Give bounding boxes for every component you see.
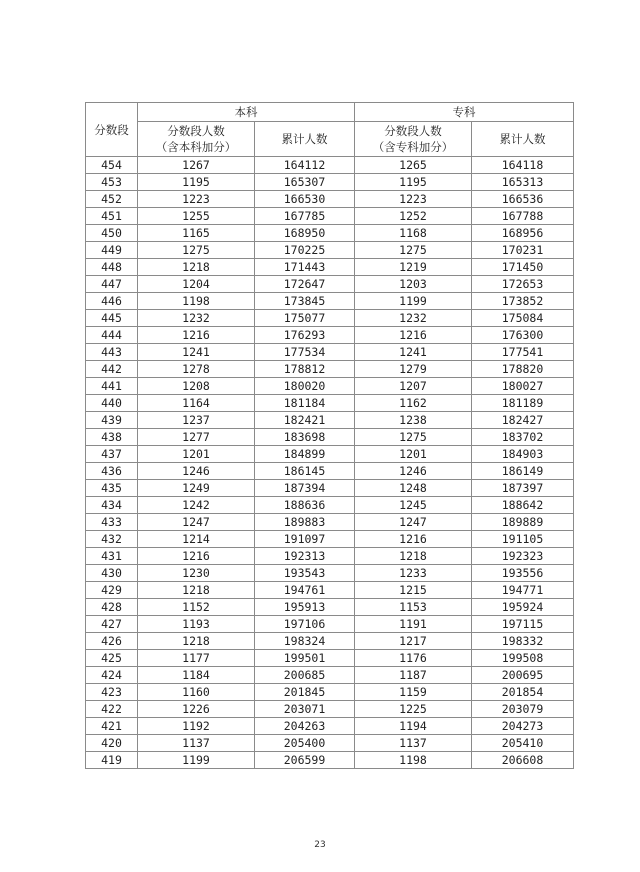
zhuanke-count-cell: 1162: [355, 395, 472, 412]
benke-cumulative-cell: 170225: [255, 242, 355, 259]
score-cell: 452: [86, 191, 138, 208]
benke-count-cell: 1246: [138, 463, 255, 480]
benke-cumulative-cell: 193543: [255, 565, 355, 582]
zhuanke-cumulative-cell: 181189: [472, 395, 574, 412]
table-row: [86, 293, 574, 310]
benke-cumulative-cell: 166530: [255, 191, 355, 208]
zhuanke-count-cell: 1245: [355, 497, 472, 514]
score-cell: 451: [86, 208, 138, 225]
score-cell: 434: [86, 497, 138, 514]
table-row: [86, 480, 574, 497]
table-row: [86, 582, 574, 599]
table-row: [86, 531, 574, 548]
benke-count-cell: 1160: [138, 684, 255, 701]
zhuanke-count-cell: 1246: [355, 463, 472, 480]
score-cell: 427: [86, 616, 138, 633]
zhuanke-cumulative-cell: 177541: [472, 344, 574, 361]
zhuanke-count-cell: 1223: [355, 191, 472, 208]
score-cell: 429: [86, 582, 138, 599]
zhuanke-count-cell: 1168: [355, 225, 472, 242]
zhuanke-cumulative-cell: 204273: [472, 718, 574, 735]
table-row: [86, 225, 574, 242]
score-cell: 445: [86, 310, 138, 327]
score-cell: 446: [86, 293, 138, 310]
score-cell: 453: [86, 174, 138, 191]
header-zhuanke-count-line2: （含专科加分）: [372, 140, 454, 154]
benke-count-cell: 1164: [138, 395, 255, 412]
score-cell: 435: [86, 480, 138, 497]
table-row: [86, 701, 574, 718]
table-row: [86, 344, 574, 361]
benke-count-cell: 1152: [138, 599, 255, 616]
table-row: [86, 514, 574, 531]
header-zhuanke-count-line1: 分数段人数: [384, 124, 442, 138]
benke-cumulative-cell: 165307: [255, 174, 355, 191]
table-row: [86, 633, 574, 650]
zhuanke-count-cell: 1218: [355, 548, 472, 565]
benke-cumulative-cell: 201845: [255, 684, 355, 701]
zhuanke-cumulative-cell: 182427: [472, 412, 574, 429]
zhuanke-cumulative-cell: 203079: [472, 701, 574, 718]
table-row: [86, 361, 574, 378]
benke-count-cell: 1278: [138, 361, 255, 378]
zhuanke-cumulative-cell: 180027: [472, 378, 574, 395]
zhuanke-cumulative-cell: 184903: [472, 446, 574, 463]
benke-count-cell: 1199: [138, 752, 255, 769]
benke-cumulative-cell: 188636: [255, 497, 355, 514]
benke-cumulative-cell: 176293: [255, 327, 355, 344]
zhuanke-cumulative-cell: 188642: [472, 497, 574, 514]
benke-count-cell: 1137: [138, 735, 255, 752]
table-row: [86, 684, 574, 701]
table-row: [86, 395, 574, 412]
benke-cumulative-cell: 168950: [255, 225, 355, 242]
benke-cumulative-cell: 204263: [255, 718, 355, 735]
benke-cumulative-cell: 199501: [255, 650, 355, 667]
benke-count-cell: 1184: [138, 667, 255, 684]
zhuanke-count-cell: 1191: [355, 616, 472, 633]
zhuanke-count-cell: 1194: [355, 718, 472, 735]
table-row: [86, 752, 574, 769]
score-cell: 425: [86, 650, 138, 667]
benke-count-cell: 1267: [138, 157, 255, 174]
score-cell: 450: [86, 225, 138, 242]
zhuanke-cumulative-cell: 167788: [472, 208, 574, 225]
zhuanke-cumulative-cell: 172653: [472, 276, 574, 293]
zhuanke-count-cell: 1207: [355, 378, 472, 395]
benke-cumulative-cell: 173845: [255, 293, 355, 310]
benke-count-cell: 1165: [138, 225, 255, 242]
zhuanke-cumulative-cell: 206608: [472, 752, 574, 769]
zhuanke-count-cell: 1219: [355, 259, 472, 276]
zhuanke-count-cell: 1247: [355, 514, 472, 531]
zhuanke-cumulative-cell: 197115: [472, 616, 574, 633]
benke-cumulative-cell: 182421: [255, 412, 355, 429]
benke-cumulative-cell: 184899: [255, 446, 355, 463]
benke-cumulative-cell: 177534: [255, 344, 355, 361]
benke-count-cell: 1214: [138, 531, 255, 548]
zhuanke-count-cell: 1275: [355, 242, 472, 259]
benke-cumulative-cell: 181184: [255, 395, 355, 412]
table-row: [86, 242, 574, 259]
benke-count-cell: 1198: [138, 293, 255, 310]
benke-count-cell: 1241: [138, 344, 255, 361]
score-cell: 438: [86, 429, 138, 446]
zhuanke-count-cell: 1187: [355, 667, 472, 684]
zhuanke-count-cell: 1252: [355, 208, 472, 225]
score-cell: 439: [86, 412, 138, 429]
score-cell: 424: [86, 667, 138, 684]
zhuanke-count-cell: 1195: [355, 174, 472, 191]
table-row: [86, 276, 574, 293]
zhuanke-count-cell: 1225: [355, 701, 472, 718]
table-row: [86, 463, 574, 480]
benke-count-cell: 1216: [138, 548, 255, 565]
table-row: [86, 174, 574, 191]
benke-count-cell: 1218: [138, 633, 255, 650]
benke-count-cell: 1275: [138, 242, 255, 259]
header-benke-count-line2: （含本科加分）: [155, 140, 237, 154]
table-row: [86, 667, 574, 684]
benke-cumulative-cell: 191097: [255, 531, 355, 548]
benke-cumulative-cell: 178812: [255, 361, 355, 378]
benke-cumulative-cell: 205400: [255, 735, 355, 752]
table-row: [86, 310, 574, 327]
header-zhuanke-count: [355, 122, 472, 157]
score-cell: 440: [86, 395, 138, 412]
table-row: [86, 208, 574, 225]
table-row: [86, 735, 574, 752]
benke-cumulative-cell: 206599: [255, 752, 355, 769]
benke-count-cell: 1223: [138, 191, 255, 208]
zhuanke-count-cell: 1153: [355, 599, 472, 616]
zhuanke-count-cell: 1233: [355, 565, 472, 582]
score-cell: 448: [86, 259, 138, 276]
score-cell: 422: [86, 701, 138, 718]
benke-count-cell: 1255: [138, 208, 255, 225]
zhuanke-count-cell: 1241: [355, 344, 472, 361]
zhuanke-count-cell: 1159: [355, 684, 472, 701]
zhuanke-cumulative-cell: 195924: [472, 599, 574, 616]
score-cell: 423: [86, 684, 138, 701]
score-cell: 426: [86, 633, 138, 650]
zhuanke-count-cell: 1279: [355, 361, 472, 378]
benke-cumulative-cell: 194761: [255, 582, 355, 599]
zhuanke-count-cell: 1199: [355, 293, 472, 310]
benke-count-cell: 1177: [138, 650, 255, 667]
zhuanke-cumulative-cell: 189889: [472, 514, 574, 531]
benke-cumulative-cell: 197106: [255, 616, 355, 633]
zhuanke-count-cell: 1216: [355, 531, 472, 548]
benke-count-cell: 1247: [138, 514, 255, 531]
score-cell: 436: [86, 463, 138, 480]
table-row: [86, 327, 574, 344]
header-group-benke: 本科: [138, 103, 355, 122]
zhuanke-count-cell: 1275: [355, 429, 472, 446]
benke-cumulative-cell: 192313: [255, 548, 355, 565]
benke-count-cell: 1230: [138, 565, 255, 582]
zhuanke-cumulative-cell: 183702: [472, 429, 574, 446]
zhuanke-cumulative-cell: 168956: [472, 225, 574, 242]
table-row: [86, 718, 574, 735]
header-benke-cumulative: 累计人数: [255, 122, 355, 157]
score-cell: 441: [86, 378, 138, 395]
zhuanke-count-cell: 1201: [355, 446, 472, 463]
score-cell: 433: [86, 514, 138, 531]
header-group-zhuanke: 专科: [355, 103, 574, 122]
zhuanke-count-cell: 1232: [355, 310, 472, 327]
benke-count-cell: 1237: [138, 412, 255, 429]
zhuanke-cumulative-cell: 186149: [472, 463, 574, 480]
score-cell: 419: [86, 752, 138, 769]
benke-count-cell: 1249: [138, 480, 255, 497]
score-cell: 431: [86, 548, 138, 565]
table-row: [86, 599, 574, 616]
benke-count-cell: 1204: [138, 276, 255, 293]
header-benke-count-line1: 分数段人数: [167, 124, 225, 138]
score-cell: 420: [86, 735, 138, 752]
zhuanke-cumulative-cell: 170231: [472, 242, 574, 259]
benke-count-cell: 1192: [138, 718, 255, 735]
benke-count-cell: 1218: [138, 582, 255, 599]
zhuanke-cumulative-cell: 164118: [472, 157, 574, 174]
table-row: [86, 497, 574, 514]
zhuanke-cumulative-cell: 198332: [472, 633, 574, 650]
benke-cumulative-cell: 172647: [255, 276, 355, 293]
benke-cumulative-cell: 198324: [255, 633, 355, 650]
zhuanke-cumulative-cell: 193556: [472, 565, 574, 582]
header-benke-count: [138, 122, 255, 157]
header-score-band: 分数段: [86, 103, 138, 157]
zhuanke-cumulative-cell: 173852: [472, 293, 574, 310]
table-row: [86, 378, 574, 395]
benke-count-cell: 1208: [138, 378, 255, 395]
table-row: [86, 191, 574, 208]
zhuanke-cumulative-cell: 175084: [472, 310, 574, 327]
zhuanke-count-cell: 1265: [355, 157, 472, 174]
score-cell: 447: [86, 276, 138, 293]
benke-cumulative-cell: 200685: [255, 667, 355, 684]
benke-cumulative-cell: 164112: [255, 157, 355, 174]
table-row: [86, 429, 574, 446]
score-cell: 421: [86, 718, 138, 735]
benke-count-cell: 1216: [138, 327, 255, 344]
table-row: [86, 616, 574, 633]
header-row-columns: [86, 122, 574, 157]
zhuanke-cumulative-cell: 192323: [472, 548, 574, 565]
table-row: [86, 565, 574, 582]
zhuanke-cumulative-cell: 166536: [472, 191, 574, 208]
score-cell: 430: [86, 565, 138, 582]
benke-cumulative-cell: 180020: [255, 378, 355, 395]
score-cell: 442: [86, 361, 138, 378]
zhuanke-count-cell: 1137: [355, 735, 472, 752]
score-cell: 449: [86, 242, 138, 259]
benke-count-cell: 1218: [138, 259, 255, 276]
score-distribution-table: [85, 102, 574, 769]
benke-count-cell: 1242: [138, 497, 255, 514]
benke-cumulative-cell: 189883: [255, 514, 355, 531]
benke-cumulative-cell: 171443: [255, 259, 355, 276]
zhuanke-count-cell: 1217: [355, 633, 472, 650]
benke-cumulative-cell: 195913: [255, 599, 355, 616]
table-row: [86, 446, 574, 463]
zhuanke-cumulative-cell: 194771: [472, 582, 574, 599]
zhuanke-cumulative-cell: 171450: [472, 259, 574, 276]
benke-count-cell: 1226: [138, 701, 255, 718]
zhuanke-cumulative-cell: 191105: [472, 531, 574, 548]
zhuanke-cumulative-cell: 199508: [472, 650, 574, 667]
zhuanke-cumulative-cell: 187397: [472, 480, 574, 497]
zhuanke-count-cell: 1248: [355, 480, 472, 497]
score-cell: 444: [86, 327, 138, 344]
zhuanke-count-cell: 1215: [355, 582, 472, 599]
header-zhuanke-cumulative: 累计人数: [472, 122, 574, 157]
zhuanke-count-cell: 1198: [355, 752, 472, 769]
table-row: [86, 548, 574, 565]
table-body: [86, 157, 574, 769]
zhuanke-cumulative-cell: 165313: [472, 174, 574, 191]
zhuanke-cumulative-cell: 205410: [472, 735, 574, 752]
score-cell: 437: [86, 446, 138, 463]
zhuanke-count-cell: 1176: [355, 650, 472, 667]
score-cell: 428: [86, 599, 138, 616]
zhuanke-count-cell: 1216: [355, 327, 472, 344]
benke-count-cell: 1193: [138, 616, 255, 633]
zhuanke-cumulative-cell: 178820: [472, 361, 574, 378]
benke-cumulative-cell: 167785: [255, 208, 355, 225]
table-row: [86, 157, 574, 174]
zhuanke-count-cell: 1203: [355, 276, 472, 293]
score-cell: 432: [86, 531, 138, 548]
table-row: [86, 412, 574, 429]
benke-cumulative-cell: 183698: [255, 429, 355, 446]
zhuanke-cumulative-cell: 201854: [472, 684, 574, 701]
benke-cumulative-cell: 187394: [255, 480, 355, 497]
score-cell: 443: [86, 344, 138, 361]
table-row: [86, 650, 574, 667]
benke-count-cell: 1201: [138, 446, 255, 463]
zhuanke-cumulative-cell: 200695: [472, 667, 574, 684]
benke-cumulative-cell: 203071: [255, 701, 355, 718]
benke-count-cell: 1195: [138, 174, 255, 191]
header-row-groups: [86, 103, 574, 122]
table-row: [86, 259, 574, 276]
benke-count-cell: 1232: [138, 310, 255, 327]
zhuanke-cumulative-cell: 176300: [472, 327, 574, 344]
benke-cumulative-cell: 186145: [255, 463, 355, 480]
zhuanke-count-cell: 1238: [355, 412, 472, 429]
benke-cumulative-cell: 175077: [255, 310, 355, 327]
benke-count-cell: 1277: [138, 429, 255, 446]
page-number: 23: [314, 840, 326, 850]
score-cell: 454: [86, 157, 138, 174]
